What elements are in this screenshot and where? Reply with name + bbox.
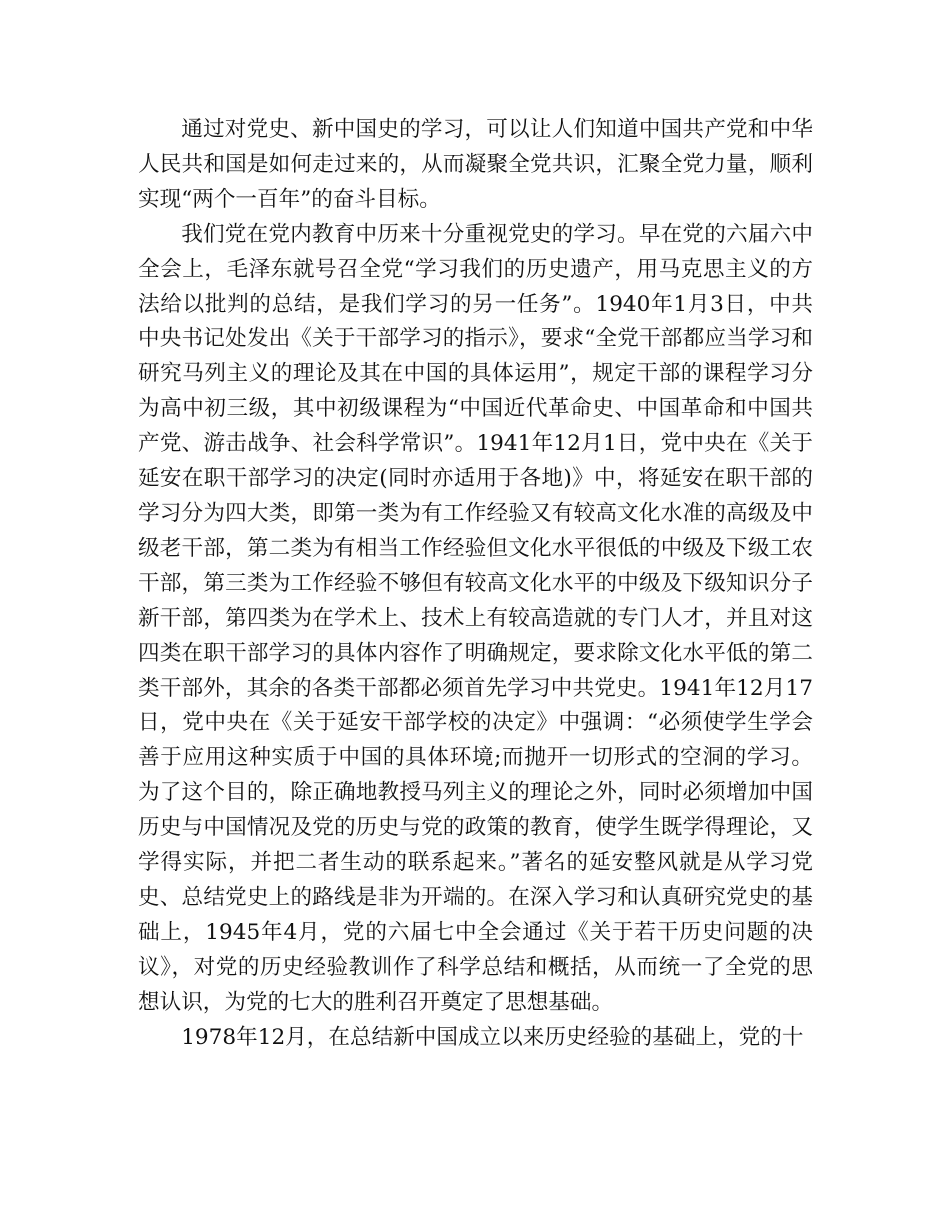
paragraph-2: 我们党在党内教育中历来十分重视党史的学习。早在党的六届六中全会上，毛泽东就号召全党“学习我们的历史遗产，用马克思主义的方法给以批判的总结，是我们学习的另一任务”。1940年1月3日，中共中央书记处发出《关于干部学习的指示》，要求“全党干部都应当学习和研究马列主义的理论及其在中国的具体运用”，规定干部的课程学习分为高中初三级，其中初级课程为“中国近代革命史、中国革命和中国共产党、游击战争、社会科学常识”。1941年12月1日，党中央在《关于延安在职干部学习的决定(同时亦适用于各地)》中，将延安在职干部的学习分为四大类，即第一类为有工作经验又有较高文化水准的高级及中级老干部，第二类为有相当工作经验但文化水平很低的中级及下级工农干部，第三类为工作经验不够但有较高文化水平的中级及下级知识分子新干部，第四类为在学术上、技术上有较高造就的专门人才，并且对这四类在职干部学习的具体内容作了明确规定，要求除文化水平低的第二类干部外，其余的各类干部都必须首先学习中共党史。1941年12月17日，党中央在《关于延安干部学校的决定》中强调：“必须使学生学会善于应用这种实质于中国的具体环境;而抛开一切形式的空洞的学习。为了这个目的，除正确地教授马列主义的理论之外，同时必须增加中国历史与中国情况及党的历史与党的政策的教育，使学生既学得理论，又学得实际，并把二者生动的联系起来。”著名的延安整风就是从学习党史、总结党史上的路线是非为开端的。在深入学习和认真研究党史的基础上，1945年4月，党的六届七中全会通过《关于若干历史问题的决议》，对党的历史经验教训作了科学总结和概括，从而统一了全党的思想认识，为党的七大的胜利召开奠定了思想基础。 [138, 221, 813, 1015]
paragraph-3: 1978年12月，在总结新中国成立以来历史经验的基础上，党的十 [181, 1024, 804, 1050]
document-body [138, 113, 813, 1055]
paragraph-1: 通过对党史、新中国史的学习，可以让人们知道中国共产党和中华人民共和国是如何走过来的，从而凝聚全党共识，汇聚全党力量，顺利实现“两个一百年”的奋斗目标。 [138, 117, 813, 212]
